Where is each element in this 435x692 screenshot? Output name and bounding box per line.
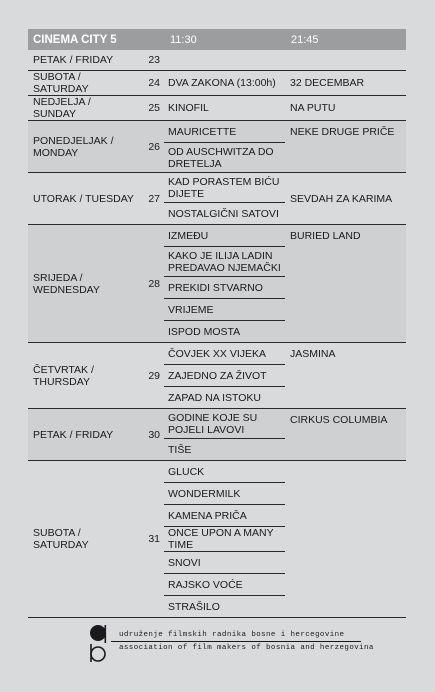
table-row: [28, 225, 406, 247]
association-name-bs: udruženje filmskih radnika bosne i hercegovine: [119, 631, 345, 639]
day-label: SUBOTA / SATURDAY: [28, 71, 139, 96]
film-title: WONDERMILK: [164, 483, 285, 505]
footer-divider: [111, 641, 361, 642]
film-title: GLUCK: [164, 461, 285, 483]
time-slot-2145: 21:45: [285, 29, 406, 50]
association-logo-icon: [89, 624, 119, 664]
day-label: PONEDJELJAK / MONDAY: [28, 121, 139, 173]
date-number: 31: [139, 461, 164, 618]
film-title: IZMEĐU: [164, 225, 285, 247]
day-label: SUBOTA / SATURDAY: [28, 461, 139, 618]
date-number: 25: [139, 96, 164, 121]
day-label: UTORAK / TUESDAY: [28, 173, 139, 225]
date-number: 28: [139, 225, 164, 343]
table-row: [28, 173, 406, 203]
film-title: VRIJEME: [164, 299, 285, 321]
film-title: MAURICETTE: [164, 121, 285, 143]
film-title: ZAJEDNO ZA ŽIVOT: [164, 365, 285, 387]
table-row: [28, 461, 406, 483]
film-title: KAMENA PRIČA: [164, 505, 285, 527]
day-label: NEDJELJA / SUNDAY: [28, 96, 139, 121]
day-label: ČETVRTAK / THURSDAY: [28, 343, 139, 409]
table-row: [28, 71, 406, 96]
film-title: TIŠE: [164, 439, 285, 461]
film-title: SNOVI: [164, 552, 285, 574]
film-title: GODINE KOJE SU POJELI LAVOVI: [164, 409, 285, 439]
film-title: [285, 50, 406, 71]
film-title: ČOVJEK XX VIJEKA: [164, 343, 285, 365]
date-number: 30: [139, 409, 164, 461]
day-label: PETAK / FRIDAY: [28, 409, 139, 461]
film-title: 32 DECEMBAR: [285, 71, 406, 96]
schedule-header-row: [28, 29, 406, 50]
film-title: ZAPAD NA ISTOKU: [164, 387, 285, 409]
date-number: 29: [139, 343, 164, 409]
date-number: 24: [139, 71, 164, 96]
film-title: ISPOD MOSTA: [164, 321, 285, 343]
date-number: 26: [139, 121, 164, 173]
film-title: RAJSKO VOĆE: [164, 574, 285, 596]
table-row: [28, 121, 406, 143]
film-title: BURIED LAND: [285, 225, 406, 343]
film-title: STRAŠILO: [164, 596, 285, 618]
date-number: 27: [139, 173, 164, 225]
film-title: PREKIDI STVARNO: [164, 277, 285, 299]
film-title: JASMINA: [285, 343, 406, 409]
film-title: KAKO JE ILIJA LADIN PREDAVAO NJEMAČKI: [164, 247, 285, 277]
film-title: CIRKUS COLUMBIA: [285, 409, 406, 461]
table-row: [28, 343, 406, 365]
film-title: [164, 50, 285, 71]
film-title: KINOFIL: [164, 96, 285, 121]
table-row: [28, 96, 406, 121]
film-title: ONCE UPON A MANY TIME: [164, 527, 285, 552]
association-name-en: association of film makers of bosnia and herzegovina: [119, 644, 374, 652]
film-title: OD AUSCHWITZA DO DRETELJA: [164, 143, 285, 173]
day-label: SRIJEDA / WEDNESDAY: [28, 225, 139, 343]
venue-title: CINEMA CITY 5: [28, 29, 164, 50]
screening-schedule-table: [28, 29, 406, 618]
time-slot-1130: 11:30: [164, 29, 285, 50]
table-row: [28, 50, 406, 71]
association-footer: [89, 624, 374, 664]
film-title: NOSTALGIČNI SATOVI: [164, 203, 285, 225]
day-label: PETAK / FRIDAY: [28, 50, 139, 71]
film-title: [285, 461, 406, 618]
film-title: DVA ZAKONA (13:00h): [164, 71, 285, 96]
film-title: KAD PORASTEM BIĆU DIJETE: [164, 173, 285, 203]
film-title: NA PUTU: [285, 96, 406, 121]
table-row: [28, 409, 406, 439]
film-title: NEKE DRUGE PRIČE: [285, 121, 406, 173]
film-title: SEVDAH ZA KARIMA: [285, 173, 406, 225]
date-number: 23: [139, 50, 164, 71]
